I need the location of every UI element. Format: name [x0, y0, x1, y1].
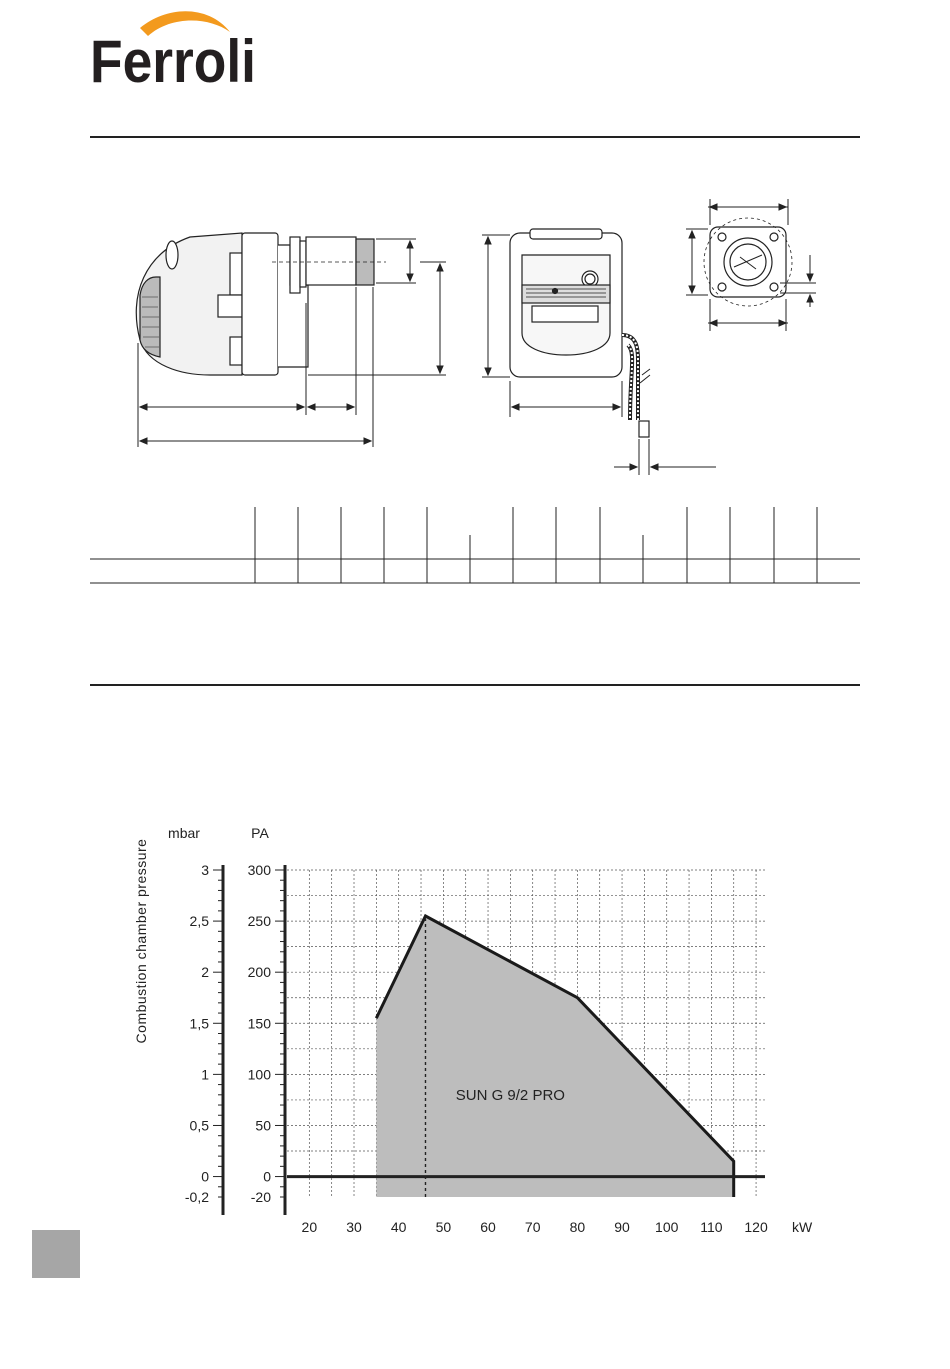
page-tab [32, 1230, 80, 1278]
brand-name: Ferroli [90, 28, 256, 95]
pa-unit-label: PA [251, 825, 269, 841]
mbar-unit-label: mbar [168, 825, 200, 841]
ferroli-logo [88, 6, 263, 96]
y-axis-title: Combustion chamber pressure [133, 838, 149, 1044]
dimension-drawings [90, 185, 860, 485]
burner-front-view-drawing [510, 229, 650, 437]
section-rule [90, 684, 860, 686]
pa-tick-label: 300 [247, 862, 271, 878]
mbar-tick-label: 1,5 [189, 1015, 209, 1032]
series-label: SUN G 9/2 PRO [455, 1086, 565, 1104]
x-tick-label: 40 [390, 1219, 407, 1235]
x-tick-label: 80 [569, 1219, 586, 1235]
pa-tick-label: 100 [247, 1066, 271, 1083]
x-tick-label: 60 [480, 1219, 496, 1235]
burner-side-view-drawing [136, 233, 386, 375]
x-tick-label: 90 [614, 1219, 630, 1235]
x-tick-label: 110 [700, 1219, 723, 1235]
mbar-tick-label: 3 [201, 862, 209, 878]
mbar-tick-label: 0 [201, 1168, 209, 1185]
pa-tick-label: 0 [263, 1168, 271, 1185]
pa-tick-label: 150 [247, 1015, 271, 1032]
x-axis-unit-label: kW [792, 1219, 813, 1235]
working-field-chart [120, 815, 840, 1245]
x-tick-label: 20 [301, 1219, 318, 1235]
x-tick-label: 70 [524, 1219, 541, 1235]
pa-tick-label: 200 [247, 964, 271, 981]
top-rule [90, 136, 860, 138]
x-tick-label: 50 [435, 1219, 452, 1235]
mounting-flange-drawing [704, 218, 792, 306]
pa-tick-label: 50 [255, 1117, 271, 1134]
mbar-tick-label: -0,2 [184, 1189, 209, 1205]
mbar-tick-label: 2 [201, 964, 209, 981]
pa-tick-label: 250 [247, 913, 271, 930]
x-tick-label: 100 [655, 1219, 679, 1235]
mbar-tick-label: 0,5 [189, 1117, 209, 1134]
mbar-tick-label: 1 [201, 1066, 209, 1083]
mbar-tick-label: 2,5 [189, 913, 209, 930]
pa-tick-label: -20 [250, 1189, 271, 1205]
x-tick-label: 120 [744, 1219, 768, 1235]
spec-table [90, 505, 860, 585]
x-tick-label: 30 [346, 1219, 362, 1235]
